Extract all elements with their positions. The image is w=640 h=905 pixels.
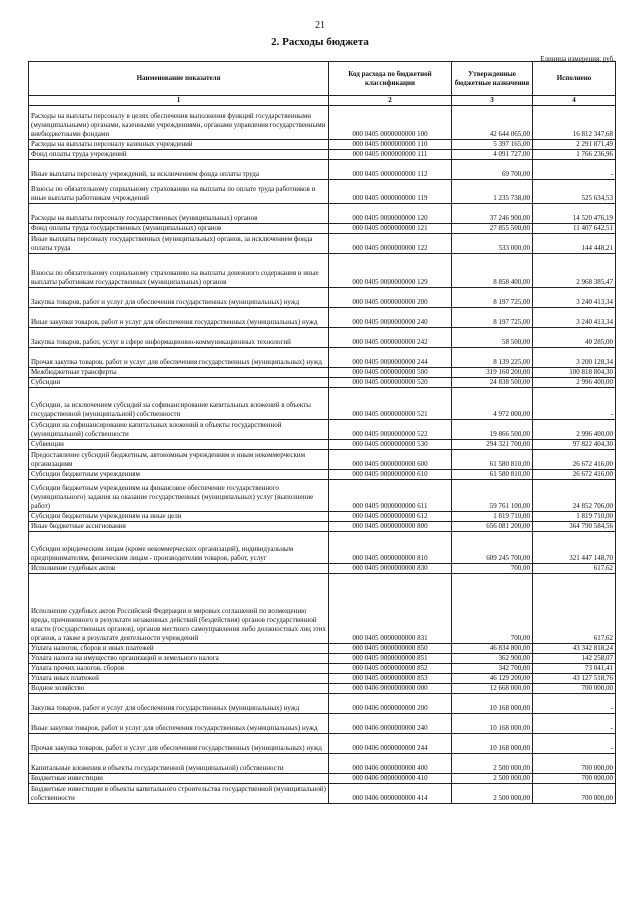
row-plan-cell: 12 668 000,00 xyxy=(452,684,533,694)
row-code-cell: 000 0406 0000000000 410 xyxy=(329,774,452,784)
row-exec-cell: 2 996 400,00 xyxy=(533,420,616,440)
row-plan-cell: 8 197 725,00 xyxy=(452,308,533,328)
table-row xyxy=(29,654,616,664)
row-code-cell: 000 0405 0000000000 522 xyxy=(329,420,452,440)
table-row xyxy=(29,254,616,288)
row-plan-cell: 342 700,00 xyxy=(452,664,533,674)
row-name-cell: Иные закупки товаров, работ и услуг для обеспечения государственных (муниципальных) нужд xyxy=(29,714,329,734)
header-name: Наименование показателя xyxy=(29,62,329,96)
header-exec: Исполнено xyxy=(533,62,616,96)
row-name-cell: Предоставление субсидий бюджетным, автономным учреждениям и иным некоммерческим организациям xyxy=(29,450,329,470)
page-title: 2. Расходы бюджета xyxy=(271,36,369,48)
table-row xyxy=(29,328,616,348)
row-code-cell: 000 0405 0000000000 831 xyxy=(329,574,452,644)
table-row xyxy=(29,234,616,254)
row-plan-cell: 37 246 900,00 xyxy=(452,204,533,224)
row-plan-cell: 42 644 065,00 xyxy=(452,106,533,140)
row-plan-cell: 24 838 500,00 xyxy=(452,378,533,388)
row-code-cell: 000 0405 0000000000 200 xyxy=(329,288,452,308)
row-code-cell: 000 0405 0000000000 830 xyxy=(329,564,452,574)
row-plan-cell: 294 321 700,00 xyxy=(452,440,533,450)
row-plan-cell: 61 580 810,00 xyxy=(452,450,533,470)
row-exec-cell: 73 041,41 xyxy=(533,664,616,674)
row-name-cell: Расходы на выплаты персоналу в целях обеспечения выполнения функций государственными (муниципальными) органами, казенными учреждениями, органами управления государственными внебюджетными фондами xyxy=(29,106,329,140)
table-row xyxy=(29,288,616,308)
units-note: Единица измерения: руб. xyxy=(540,55,615,63)
row-exec-cell: 617,62 xyxy=(533,574,616,644)
row-plan-cell: 10 168 000,00 xyxy=(452,734,533,754)
column-number: 4 xyxy=(533,96,616,106)
row-exec-cell: 700 000,00 xyxy=(533,784,616,804)
row-name-cell: Уплата иных платежей xyxy=(29,674,329,684)
row-plan-cell: 533 000,00 xyxy=(452,234,533,254)
table-row xyxy=(29,440,616,450)
table-row xyxy=(29,140,616,150)
row-exec-cell: 16 812 347,68 xyxy=(533,106,616,140)
row-name-cell: Закупка товаров, работ и услуг для обеспечения государственных (муниципальных) нужд xyxy=(29,694,329,714)
row-exec-cell: 2 996 400,00 xyxy=(533,378,616,388)
row-name-cell: Субсидии бюджетным учреждениям xyxy=(29,470,329,480)
row-name-cell: Фонд оплаты труда учреждений xyxy=(29,150,329,160)
row-code-cell: 000 0405 0000000000 112 xyxy=(329,160,452,180)
row-exec-cell: 700 000,00 xyxy=(533,774,616,784)
row-plan-cell: 10 168 000,00 xyxy=(452,714,533,734)
row-exec-cell: - xyxy=(533,714,616,734)
row-exec-cell: 3 240 413,34 xyxy=(533,288,616,308)
row-name-cell: Уплата налогов, сборов и иных платежей xyxy=(29,644,329,654)
row-code-cell: 000 0405 0000000000 520 xyxy=(329,378,452,388)
row-code-cell: 000 0406 0000000000 000 xyxy=(329,684,452,694)
row-name-cell: Субвенции xyxy=(29,440,329,450)
row-exec-cell: 1 766 236,96 xyxy=(533,150,616,160)
table-row xyxy=(29,774,616,784)
row-plan-cell: 8 858 400,00 xyxy=(452,254,533,288)
table-row xyxy=(29,694,616,714)
table-row xyxy=(29,522,616,532)
row-name-cell: Субсидии юридическим лицам (кроме некоммерческих организаций), индивидуальным предпринимателям, физическим лицам - производителям товаров, работ, услуг xyxy=(29,532,329,564)
row-code-cell: 000 0405 0000000000 121 xyxy=(329,224,452,234)
row-exec-cell: 3 200 128,34 xyxy=(533,348,616,368)
row-plan-cell: 58 500,00 xyxy=(452,328,533,348)
table-row xyxy=(29,180,616,204)
row-exec-cell: - xyxy=(533,160,616,180)
row-plan-cell: 8 197 725,00 xyxy=(452,288,533,308)
table-row xyxy=(29,106,616,140)
row-exec-cell: 3 240 413,34 xyxy=(533,308,616,328)
row-plan-cell: 46 129 200,00 xyxy=(452,674,533,684)
table-row xyxy=(29,664,616,674)
row-code-cell: 000 0405 0000000000 600 xyxy=(329,450,452,470)
row-name-cell: Субсидии бюджетным учреждениям на финансовое обеспечение государственного (муниципального) задания на оказание государственных (муниципальных) услуг (выполнение работ) xyxy=(29,480,329,512)
table-row xyxy=(29,674,616,684)
row-code-cell: 000 0405 0000000000 122 xyxy=(329,234,452,254)
row-name-cell: Расходы на выплаты персоналу казенных учреждений xyxy=(29,140,329,150)
row-name-cell: Расходы на выплаты персоналу государственных (муниципальных) органов xyxy=(29,204,329,224)
row-code-cell: 000 0405 0000000000 850 xyxy=(329,644,452,654)
row-plan-cell: 27 855 500,00 xyxy=(452,224,533,234)
row-code-cell: 000 0405 0000000000 129 xyxy=(329,254,452,288)
table-row xyxy=(29,564,616,574)
row-plan-cell: 10 168 000,00 xyxy=(452,694,533,714)
row-name-cell: Взносы по обязательному социальному страхованию на выплаты денежного содержания и иные выплаты работникам государственных (муниципальных) органов xyxy=(29,254,329,288)
row-code-cell: 000 0406 0000000000 400 xyxy=(329,754,452,774)
row-code-cell: 000 0405 0000000000 244 xyxy=(329,348,452,368)
table-row xyxy=(29,684,616,694)
row-name-cell: Межбюджетные трансферты xyxy=(29,368,329,378)
row-exec-cell: 40 285,00 xyxy=(533,328,616,348)
row-plan-cell: 1 819 710,00 xyxy=(452,512,533,522)
row-exec-cell: 142 258,07 xyxy=(533,654,616,664)
row-plan-cell: 2 500 000,00 xyxy=(452,784,533,804)
row-name-cell: Прочая закупка товаров, работ и услуг для обеспечения государственных (муниципальных) нужд xyxy=(29,348,329,368)
row-code-cell: 000 0405 0000000000 521 xyxy=(329,388,452,420)
row-plan-cell: 700,00 xyxy=(452,564,533,574)
row-code-cell: 000 0405 0000000000 852 xyxy=(329,664,452,674)
row-exec-cell: 525 634,53 xyxy=(533,180,616,204)
row-name-cell: Бюджетные инвестиции xyxy=(29,774,329,784)
row-code-cell: 000 0405 0000000000 810 xyxy=(329,532,452,564)
row-code-cell: 000 0406 0000000000 244 xyxy=(329,734,452,754)
table-row xyxy=(29,574,616,644)
row-plan-cell: 61 580 810,00 xyxy=(452,470,533,480)
row-plan-cell: 4 972 000,00 xyxy=(452,388,533,420)
page-number: 21 xyxy=(315,20,325,31)
header-plan: Утвержденные бюджетные назначения xyxy=(452,62,533,96)
row-code-cell: 000 0405 0000000000 111 xyxy=(329,150,452,160)
table-row xyxy=(29,734,616,754)
row-name-cell: Уплата налога на имущество организаций и земельного налога xyxy=(29,654,329,664)
row-plan-cell: 319 160 200,00 xyxy=(452,368,533,378)
row-plan-cell: 69 700,00 xyxy=(452,160,533,180)
row-exec-cell: 43 127 518,76 xyxy=(533,674,616,684)
row-name-cell: Иные закупки товаров, работ и услуг для обеспечения государственных (муниципальных) нужд xyxy=(29,308,329,328)
row-exec-cell: 26 672 416,00 xyxy=(533,450,616,470)
row-exec-cell: 144 448,21 xyxy=(533,234,616,254)
row-exec-cell: - xyxy=(533,734,616,754)
row-plan-cell: 362 900,00 xyxy=(452,654,533,664)
row-exec-cell: 1 819 710,00 xyxy=(533,512,616,522)
table-row xyxy=(29,150,616,160)
row-code-cell: 000 0405 0000000000 500 xyxy=(329,368,452,378)
row-name-cell: Субсидии, за исключением субсидий на софинансирование капитальных вложений в объекты государственной (муниципальной) собственности xyxy=(29,388,329,420)
row-name-cell: Закупка товаров, работ и услуг для обеспечения государственных (муниципальных) нужд xyxy=(29,288,329,308)
row-code-cell: 000 0405 0000000000 610 xyxy=(329,470,452,480)
row-plan-cell: 2 500 000,00 xyxy=(452,774,533,784)
row-code-cell: 000 0405 0000000000 119 xyxy=(329,180,452,204)
row-exec-cell: 700 000,00 xyxy=(533,754,616,774)
row-plan-cell: 609 245 700,00 xyxy=(452,532,533,564)
row-exec-cell: 617,62 xyxy=(533,564,616,574)
table-row xyxy=(29,224,616,234)
row-exec-cell: 364 790 584,56 xyxy=(533,522,616,532)
row-exec-cell: 43 342 818,24 xyxy=(533,644,616,654)
row-plan-cell: 700,00 xyxy=(452,574,533,644)
row-name-cell: Субсидии бюджетным учреждениям на иные цели xyxy=(29,512,329,522)
table-row xyxy=(29,480,616,512)
row-name-cell: Закупка товаров, работ, услуг в сфере информационно-коммуникационных технологий xyxy=(29,328,329,348)
row-code-cell: 000 0405 0000000000 800 xyxy=(329,522,452,532)
column-number: 1 xyxy=(29,96,329,106)
row-name-cell: Капитальные вложения в объекты государственной (муниципальной) собственности xyxy=(29,754,329,774)
row-exec-cell: 97 822 404,30 xyxy=(533,440,616,450)
row-name-cell: Уплата прочих налогов, сборов xyxy=(29,664,329,674)
table-row xyxy=(29,784,616,804)
row-name-cell: Иные выплаты персоналу государственных (муниципальных) органов, за исключением фонда оплаты труда xyxy=(29,234,329,254)
column-number: 2 xyxy=(329,96,452,106)
table-row xyxy=(29,512,616,522)
row-name-cell: Бюджетные инвестиции в объекты капитального строительства государственной (муниципальной) собственности xyxy=(29,784,329,804)
table-row xyxy=(29,532,616,564)
table-row xyxy=(29,204,616,224)
row-code-cell: 000 0405 0000000000 110 xyxy=(329,140,452,150)
row-code-cell: 000 0405 0000000000 100 xyxy=(329,106,452,140)
row-code-cell: 000 0405 0000000000 611 xyxy=(329,480,452,512)
table-row xyxy=(29,378,616,388)
row-plan-cell: 5 397 165,00 xyxy=(452,140,533,150)
row-plan-cell: 8 139 225,00 xyxy=(452,348,533,368)
row-plan-cell: 46 834 800,00 xyxy=(452,644,533,654)
row-plan-cell: 19 866 500,00 xyxy=(452,420,533,440)
row-exec-cell: 321 447 148,70 xyxy=(533,532,616,564)
row-name-cell: Взносы по обязательному социальному страхованию на выплаты по оплате труда работников и иные выплаты работникам учреждений xyxy=(29,180,329,204)
row-exec-cell: 2 291 871,49 xyxy=(533,140,616,150)
row-code-cell: 000 0405 0000000000 240 xyxy=(329,308,452,328)
row-exec-cell: - xyxy=(533,694,616,714)
row-exec-cell: 24 852 706,00 xyxy=(533,480,616,512)
row-plan-cell: 2 500 000,00 xyxy=(452,754,533,774)
row-name-cell: Исполнение судебных актов Российской Федерации и мировых соглашений по возмещению вреда, причиненного в результате незаконных действий (бездействия) органов государственной власти (государственных органов), органов местного самоуправления либо должностных лиц этих органов, а также в результате деятельности учреждений xyxy=(29,574,329,644)
table-row xyxy=(29,470,616,480)
table-row xyxy=(29,368,616,378)
table-row xyxy=(29,754,616,774)
row-code-cell: 000 0406 0000000000 414 xyxy=(329,784,452,804)
table-row xyxy=(29,714,616,734)
row-plan-cell: 59 761 100,00 xyxy=(452,480,533,512)
header-code: Код расхода по бюджетной классификации xyxy=(329,62,452,96)
row-code-cell: 000 0405 0000000000 530 xyxy=(329,440,452,450)
row-code-cell: 000 0405 0000000000 120 xyxy=(329,204,452,224)
row-plan-cell: 1 235 738,00 xyxy=(452,180,533,204)
row-name-cell: Фонд оплаты труда государственных (муниципальных) органов xyxy=(29,224,329,234)
row-name-cell: Исполнение судебных актов xyxy=(29,564,329,574)
row-exec-cell: - xyxy=(533,388,616,420)
column-number: 3 xyxy=(452,96,533,106)
row-code-cell: 000 0405 0000000000 242 xyxy=(329,328,452,348)
row-plan-cell: 656 081 200,00 xyxy=(452,522,533,532)
row-exec-cell: 26 672 416,00 xyxy=(533,470,616,480)
row-code-cell: 000 0405 0000000000 851 xyxy=(329,654,452,664)
row-code-cell: 000 0406 0000000000 240 xyxy=(329,714,452,734)
row-exec-cell: 14 520 476,19 xyxy=(533,204,616,224)
row-exec-cell: 700 000,00 xyxy=(533,684,616,694)
row-exec-cell: 11 407 642,51 xyxy=(533,224,616,234)
row-exec-cell: 100 818 804,30 xyxy=(533,368,616,378)
row-exec-cell: 2 968 385,47 xyxy=(533,254,616,288)
row-code-cell: 000 0405 0000000000 853 xyxy=(329,674,452,684)
table-row xyxy=(29,450,616,470)
row-name-cell: Субсидии xyxy=(29,378,329,388)
row-name-cell: Субсидии на софинансирование капитальных вложений в объекты государственной (муниципальной) собственности xyxy=(29,420,329,440)
row-name-cell: Водное хозяйство xyxy=(29,684,329,694)
row-code-cell: 000 0406 0000000000 200 xyxy=(329,694,452,714)
row-code-cell: 000 0405 0000000000 612 xyxy=(329,512,452,522)
table-row xyxy=(29,348,616,368)
table-row xyxy=(29,644,616,654)
table-row xyxy=(29,308,616,328)
table-row xyxy=(29,160,616,180)
row-name-cell: Прочая закупка товаров, работ и услуг для обеспечения государственных (муниципальных) нужд xyxy=(29,734,329,754)
table-row xyxy=(29,420,616,440)
table-row xyxy=(29,388,616,420)
row-plan-cell: 4 091 727,00 xyxy=(452,150,533,160)
row-name-cell: Иные бюджетные ассигнования xyxy=(29,522,329,532)
expenditures-table xyxy=(28,61,616,804)
row-name-cell: Иные выплаты персоналу учреждений, за исключением фонда оплаты труда xyxy=(29,160,329,180)
